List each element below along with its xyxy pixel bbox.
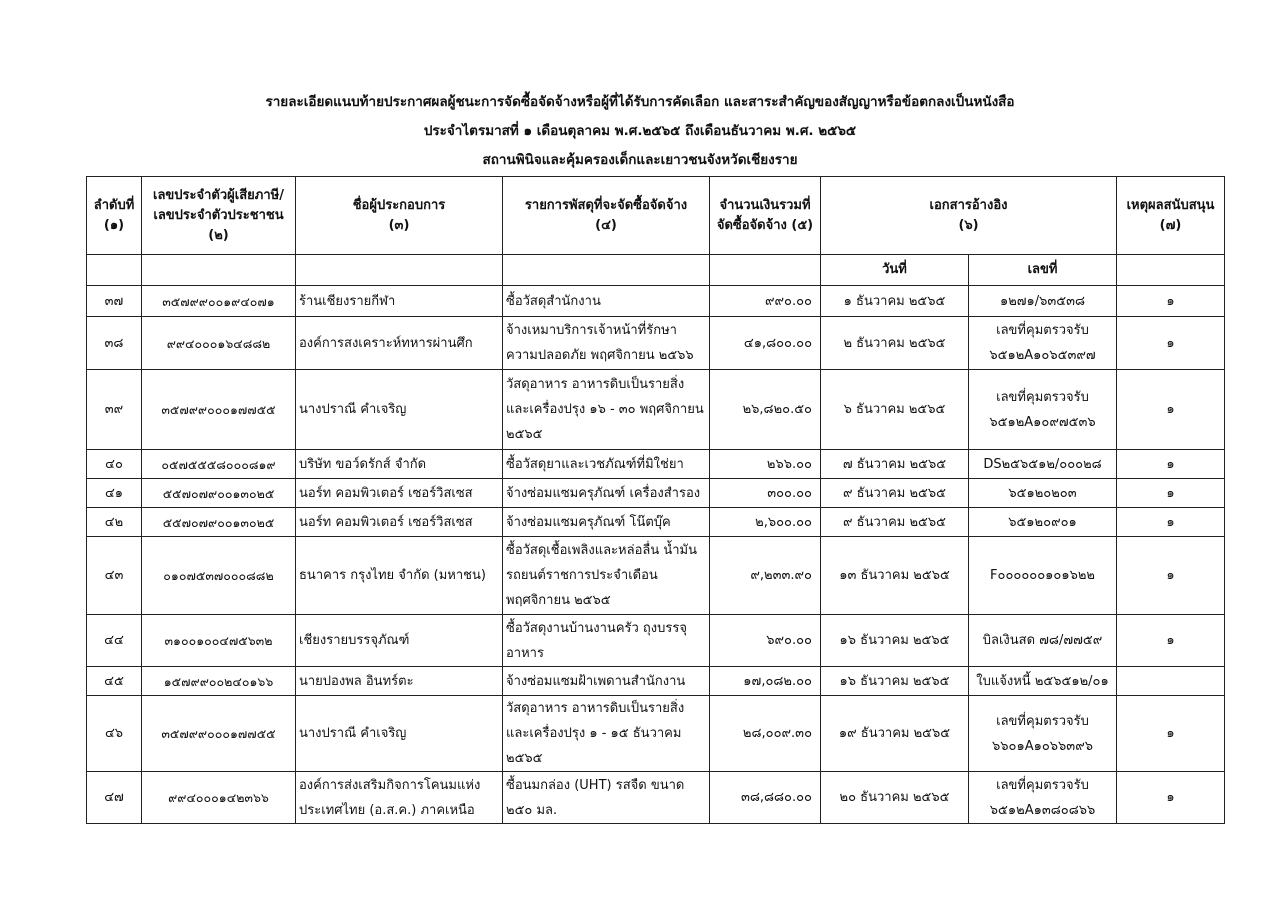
cell-taxid: ๓๑๐๐๑๐๐๔๗๕๖๓๒ [142, 615, 296, 667]
cell-vendor: นอร์ท คอมพิวเตอร์ เซอร์วิสเซส [296, 508, 503, 537]
cell-taxid: ๙๙๔๐๐๐๑๖๔๘๘๒ [142, 317, 296, 370]
cell-reason [1117, 667, 1225, 696]
header-taxid: เลขประจำตัวผู้เสียภาษี/ เลขประจำตัวประชาชน (๒) [142, 177, 296, 255]
cell-seq: ๔๔ [87, 615, 142, 667]
cell-reason: ๑ [1117, 696, 1225, 772]
cell-number: ๑๒๗๑/๖๓๕๓๘ [969, 286, 1117, 317]
cell-reason: ๑ [1117, 615, 1225, 667]
cell-vendor: นางปราณี คำเจริญ [296, 370, 503, 450]
cell-date: ๖ ธันวาคม ๒๕๖๕ [821, 370, 969, 450]
cell-amount: ๙๙๐.๐๐ [710, 286, 821, 317]
cell-seq: ๓๙ [87, 370, 142, 450]
cell-item: จ้างซ่อมแซมครุภัณฑ์ เครื่องสำรอง [503, 479, 710, 508]
cell-date: ๑๙ ธันวาคม ๒๕๖๕ [821, 696, 969, 772]
cell-number: F๐๐๐๐๐๐๑๐๑๖๒๒ [969, 537, 1117, 615]
cell-number: บิลเงินสด ๗๘/๗๗๕๙ [969, 615, 1117, 667]
cell-seq: ๔๐ [87, 450, 142, 479]
cell-seq: ๔๗ [87, 772, 142, 824]
cell-taxid: ๐๕๗๕๕๕๘๐๐๐๘๑๙ [142, 450, 296, 479]
cell-number: ๖๕๑๒๐๙๐๑ [969, 508, 1117, 537]
header-date: วันที่ [821, 255, 969, 286]
cell-amount: ๒๖๖.๐๐ [710, 450, 821, 479]
document-title: รายละเอียดแนบท้ายประกาศผลผู้ชนะการจัดซื้อจัดจ้างหรือผู้ที่ได้รับการคัดเลือก และสาระสำคัญของสัญญาหรือข้อตกลงเป็นหนังสือ [265, 94, 1015, 110]
cell-item: จ้างเหมาบริการเจ้าหน้าที่รักษาความปลอดภัย พฤศจิกายน ๒๕๖๖ [503, 317, 710, 370]
cell-vendor: นางปราณี คำเจริญ [296, 696, 503, 772]
cell-taxid: ๓๕๗๙๙๐๐๑๙๔๐๗๑ [142, 286, 296, 317]
cell-seq: ๔๓ [87, 537, 142, 615]
table-row [87, 450, 1225, 479]
cell-item: ซื้อวัสดุยาและเวชภัณฑ์ที่มิใช่ยา [503, 450, 710, 479]
cell-taxid: ๑๕๗๙๙๐๐๒๔๐๑๖๖ [142, 667, 296, 696]
cell-vendor: ธนาคาร กรุงไทย จำกัด (มหาชน) [296, 537, 503, 615]
cell-item: จ้างซ่อมแซมครุภัณฑ์ โน๊ตบุ๊ค [503, 508, 710, 537]
header-row [87, 177, 1225, 255]
cell-item: ซื้อนมกล่อง (UHT) รสจืด ขนาด ๒๕๐ มล. [503, 772, 710, 824]
cell-amount: ๒,๖๐๐.๐๐ [710, 508, 821, 537]
cell-amount: ๓๘,๘๘๐.๐๐ [710, 772, 821, 824]
table-row [87, 537, 1225, 615]
cell-seq: ๔๖ [87, 696, 142, 772]
subheader-row [87, 255, 1225, 286]
cell-vendor: องค์การสงเคราะห์ทหารผ่านศึก [296, 317, 503, 370]
header-seq: ลำดับที่ (๑) [87, 177, 142, 255]
cell-number: เลขที่คุมตรวจรับ ๖๖๐๑A๑๐๖๖๓๙๖ [969, 696, 1117, 772]
cell-date: ๙ ธันวาคม ๒๕๖๕ [821, 479, 969, 508]
cell-number: DS๒๕๖๕๑๒/๐๐๐๒๘ [969, 450, 1117, 479]
cell-reason: ๑ [1117, 450, 1225, 479]
cell-taxid: ๓๕๗๙๙๐๐๐๑๗๗๕๕ [142, 370, 296, 450]
cell-vendor: เชียงรายบรรจุภัณฑ์ [296, 615, 503, 667]
cell-item: วัสดุอาหาร อาหารดิบเป็นรายสิ่งและเครื่องปรุง ๑ - ๑๕ ธันวาคม ๒๕๖๕ [503, 696, 710, 772]
document-header [0, 88, 1280, 175]
document-period: ประจำไตรมาสที่ ๑ เดือนตุลาคม พ.ศ.๒๕๖๕ ถึงเดือนธันวาคม พ.ศ. ๒๕๖๕ [423, 123, 857, 139]
table-row [87, 615, 1225, 667]
cell-date: ๒ ธันวาคม ๒๕๖๕ [821, 317, 969, 370]
cell-number: ๖๕๑๒๐๒๐๓ [969, 479, 1117, 508]
cell-amount: ๑๗,๐๘๒.๐๐ [710, 667, 821, 696]
cell-amount: ๙,๒๓๓.๙๐ [710, 537, 821, 615]
cell-seq: ๔๒ [87, 508, 142, 537]
cell-seq: ๓๘ [87, 317, 142, 370]
cell-vendor: นอร์ท คอมพิวเตอร์ เซอร์วิสเซส [296, 479, 503, 508]
cell-reason: ๑ [1117, 508, 1225, 537]
cell-number: เลขที่คุมตรวจรับ ๖๕๑๒A๑๐๙๗๕๓๖ [969, 370, 1117, 450]
header-vendor: ชื่อผู้ประกอบการ (๓) [296, 177, 503, 255]
cell-reason: ๑ [1117, 317, 1225, 370]
cell-date: ๙ ธันวาคม ๒๕๖๕ [821, 508, 969, 537]
cell-amount: ๒๘,๐๐๙.๓๐ [710, 696, 821, 772]
cell-vendor: นายปองพล อินทร์ตะ [296, 667, 503, 696]
table-row [87, 508, 1225, 537]
cell-seq: ๔๕ [87, 667, 142, 696]
cell-seq: ๔๑ [87, 479, 142, 508]
cell-reason: ๑ [1117, 286, 1225, 317]
procurement-table [86, 176, 1225, 824]
document-agency: สถานพินิจและคุ้มครองเด็กและเยาวชนจังหวัดเชียงราย [482, 152, 798, 168]
cell-date: ๑๖ ธันวาคม ๒๕๖๕ [821, 615, 969, 667]
header-amount: จำนวนเงินรวมที่ จัดซื้อจัดจ้าง (๕) [710, 177, 821, 255]
table-row [87, 286, 1225, 317]
cell-number: เลขที่คุมตรวจรับ ๖๕๑๒A๑๓๘๐๘๖๖ [969, 772, 1117, 824]
table-body [87, 286, 1225, 824]
cell-taxid: ๓๕๗๙๙๐๐๐๑๗๗๕๕ [142, 696, 296, 772]
cell-taxid: ๕๕๗๐๗๙๐๐๑๓๐๒๕ [142, 508, 296, 537]
table-row [87, 667, 1225, 696]
table-row [87, 317, 1225, 370]
cell-seq: ๓๗ [87, 286, 142, 317]
cell-reason: ๑ [1117, 537, 1225, 615]
cell-item: วัสดุอาหาร อาหารดิบเป็นรายสิ่งและเครื่องปรุง ๑๖ - ๓๐ พฤศจิกายน ๒๕๖๕ [503, 370, 710, 450]
table-row [87, 479, 1225, 508]
header-number: เลขที่ [969, 255, 1117, 286]
cell-amount: ๒๖,๘๒๐.๕๐ [710, 370, 821, 450]
header-reason: เหตุผลสนับสนุน (๗) [1117, 177, 1225, 255]
cell-vendor: ร้านเชียงรายกีฬา [296, 286, 503, 317]
table-row [87, 370, 1225, 450]
table-row [87, 696, 1225, 772]
cell-amount: ๖๙๐.๐๐ [710, 615, 821, 667]
cell-vendor: องค์การส่งเสริมกิจการโคนมแห่งประเทศไทย (อ.ส.ค.) ภาคเหนือ [296, 772, 503, 824]
cell-number: เลขที่คุมตรวจรับ ๖๕๑๒A๑๐๖๕๓๙๗ [969, 317, 1117, 370]
cell-taxid: ๐๑๐๗๕๓๗๐๐๐๘๘๒ [142, 537, 296, 615]
cell-vendor: บริษัท ขอว์ดรักส์ จำกัด [296, 450, 503, 479]
cell-date: ๒๐ ธันวาคม ๒๕๖๕ [821, 772, 969, 824]
cell-amount: ๓๐๐.๐๐ [710, 479, 821, 508]
table-row [87, 772, 1225, 824]
cell-taxid: ๕๕๗๐๗๙๐๐๑๓๐๒๕ [142, 479, 296, 508]
cell-item: ซื้อวัสดุเชื้อเพลิงและหล่อลื่น น้ำมันรถยนต์ราชการประจำเดือนพฤศจิกายน ๒๕๖๕ [503, 537, 710, 615]
cell-reason: ๑ [1117, 772, 1225, 824]
cell-number: ใบแจ้งหนี้ ๒๕๖๕๑๒/๐๑ [969, 667, 1117, 696]
cell-item: ซื้อวัสดุสำนักงาน [503, 286, 710, 317]
cell-reason: ๑ [1117, 479, 1225, 508]
cell-reason: ๑ [1117, 370, 1225, 450]
cell-item: ซื้อวัสดุงานบ้านงานครัว ถุงบรรจุอาหาร [503, 615, 710, 667]
cell-item: จ้างซ่อมแซมฝ้าเพดานสำนักงาน [503, 667, 710, 696]
header-items: รายการพัสดุที่จะจัดซื้อจัดจ้าง (๔) [503, 177, 710, 255]
header-reference: เอกสารอ้างอิง (๖) [821, 177, 1117, 255]
cell-date: ๑ ธันวาคม ๒๕๖๕ [821, 286, 969, 317]
cell-date: ๗ ธันวาคม ๒๕๖๕ [821, 450, 969, 479]
cell-taxid: ๙๙๔๐๐๐๑๔๒๓๖๖ [142, 772, 296, 824]
cell-amount: ๔๑,๘๐๐.๐๐ [710, 317, 821, 370]
cell-date: ๑๖ ธันวาคม ๒๕๖๕ [821, 667, 969, 696]
cell-date: ๑๓ ธันวาคม ๒๕๖๕ [821, 537, 969, 615]
